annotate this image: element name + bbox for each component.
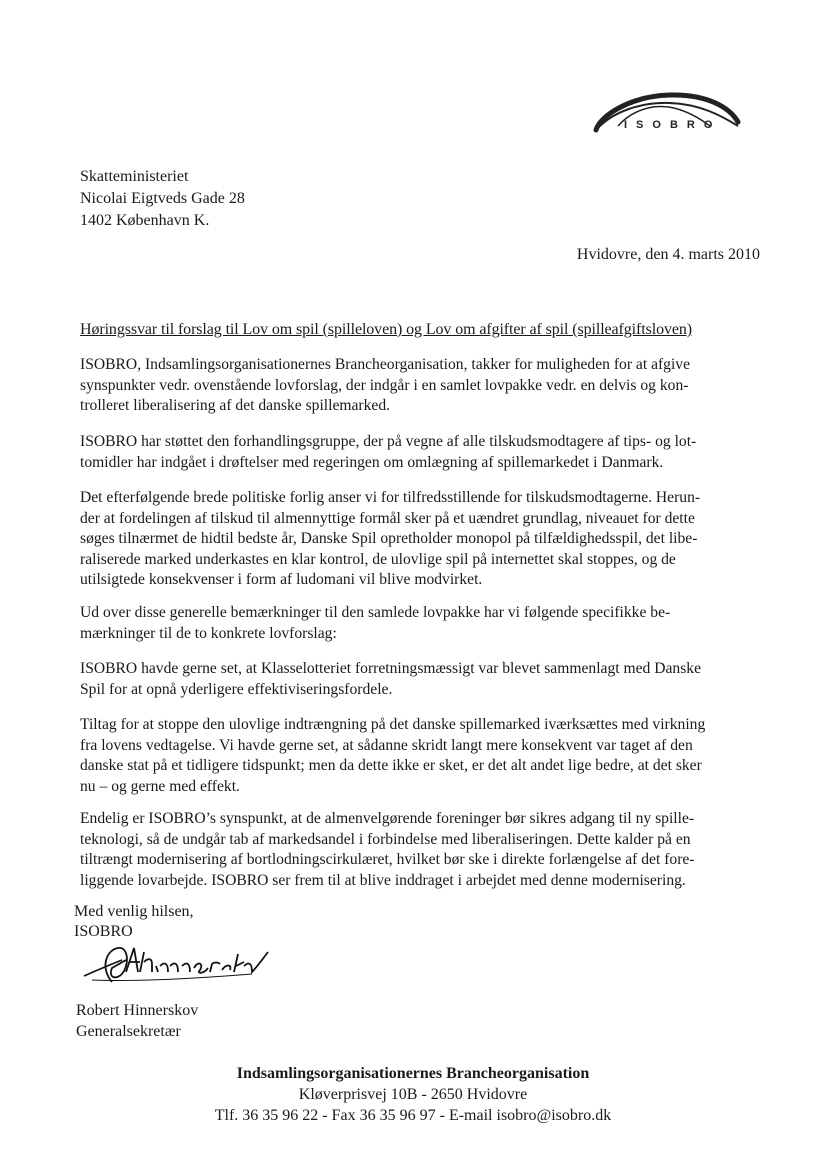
paragraph-line: raliserede marked underkastes en klar kontrol, de ulovlige spil på internettet skal stoppes, og de [80, 550, 676, 568]
paragraph-line: Spil for at opnå yderligere effektiviseringsfordele. [80, 680, 393, 698]
paragraph-line: mærkninger til de to konkrete lovforslag: [80, 624, 337, 642]
paragraph-line: Det efterfølgende brede politiske forlig anser vi for tilfredsstillende for tilskudsmodtagerne. Herun- [80, 489, 701, 506]
paragraph-1 [80, 355, 765, 417]
paragraph-line: danske stat på et tidligere tidspunkt; men da dette ikke er sket, er det alt andet lige bedre, at det sker [80, 757, 702, 774]
paragraph-line: ISOBRO, Indsamlingsorganisationernes Brancheorganisation, takker for muligheden for at afgive [80, 356, 691, 373]
isobro-logo [590, 86, 750, 142]
paragraph-line: utilsigtede konsekvenser i form af ludomani vil blive modvirket. [80, 571, 483, 588]
paragraph-4 [80, 603, 765, 644]
paragraph-line: ISOBRO havde gerne set, at Klasselotteriet forretningsmæssigt var blevet sammenlagt med Danske [80, 660, 702, 677]
paragraph-line: tiltrængt modernisering af bortlodningscirkulæret, hvilket bør ske i direkte forlængelse af det fore- [80, 851, 695, 868]
logo-arc-icon [590, 86, 750, 142]
closing-block [74, 902, 194, 942]
paragraph-line: synspunkter vedr. ovenstående lovforslag, der indgår i en samlet lovpakke vedr. en delvis og kon- [80, 376, 689, 394]
subject-line: Høringssvar til forslag til Lov om spil (spilleloven) og Lov om afgifter af spil (spilleafgiftsloven) [80, 321, 693, 338]
signature-icon [82, 938, 272, 988]
handwritten-signature [82, 938, 272, 988]
recipient-street: Nicolai Eigtveds Gade 28 [80, 190, 245, 207]
logo-text: ISOBRO [624, 119, 722, 131]
letter-footer [0, 1063, 826, 1126]
signer-title: Generalsekretær [76, 1023, 181, 1040]
recipient-name: Skatteministeriet [80, 168, 189, 185]
paragraph-2 [80, 432, 765, 473]
letter-date: Hvidovre, den 4. marts 2010 [576, 246, 760, 263]
paragraph-line: der at fordelingen af tilskud til almennyttige formål sker på et uændret grundlag, niveauet for dette [80, 509, 695, 527]
closing-org: ISOBRO [74, 923, 133, 940]
recipient-city: 1402 København K. [80, 212, 210, 229]
paragraph-line: ISOBRO har støttet den forhandlingsgruppe, der på vegne af alle tilskudsmodtagere af tips- og lot- [80, 433, 697, 450]
signer-name: Robert Hinnerskov [76, 1002, 199, 1019]
paragraph-line: søges tilnærmet de hidtil bedste år, Danske Spil opretholder monopol på tilfældighedsspil, det libe- [80, 530, 698, 547]
paragraph-line: tomidler har indgået i drøftelser med regeringen om omlægning af spillemarkedet i Danmark. [80, 453, 664, 471]
paragraph-line: nu – og gerne med effekt. [80, 777, 240, 795]
paragraph-6 [80, 715, 765, 797]
footer-address: Kløverprisvej 10B - 2650 Hvidovre [298, 1086, 528, 1103]
paragraph-line: Endelig er ISOBRO’s synspunkt, at de almenvelgørende foreninger bør sikres adgang til ny spille- [80, 810, 695, 827]
paragraph-line: Ud over disse generelle bemærkninger til den samlede lovpakke har vi følgende specifikke be- [80, 604, 671, 621]
paragraph-7 [80, 809, 765, 891]
paragraph-line: trolleret liberalisering af det danske spillemarked. [80, 397, 391, 414]
paragraph-3 [80, 488, 765, 591]
paragraph-5 [80, 659, 765, 700]
paragraph-line: teknologi, så de undgår tab af markedsandel i forbindelse med liberaliseringen. Dette kalder på en [80, 830, 691, 848]
paragraph-line: Tiltag for at stoppe den ulovlige indtrængning på det danske spillemarked iværksættes med virkning [80, 716, 706, 733]
paragraph-line: liggende lovarbejde. ISOBRO ser frem til at blive inddraget i arbejdet med denne modernisering. [80, 871, 686, 889]
recipient-address [80, 166, 245, 232]
closing-greeting: Med venlig hilsen, [74, 903, 194, 920]
footer-contact: Tlf. 36 35 96 22 - Fax 36 35 96 97 - E-mail isobro@isobro.dk [214, 1107, 612, 1124]
footer-org: Indsamlingsorganisationernes Brancheorganisation [236, 1065, 590, 1082]
paragraph-line: fra lovens vedtagelse. Vi havde gerne set, at sådanne skridt langt mere konsekvent var taget af den [80, 736, 693, 754]
signer-block [76, 1000, 198, 1042]
